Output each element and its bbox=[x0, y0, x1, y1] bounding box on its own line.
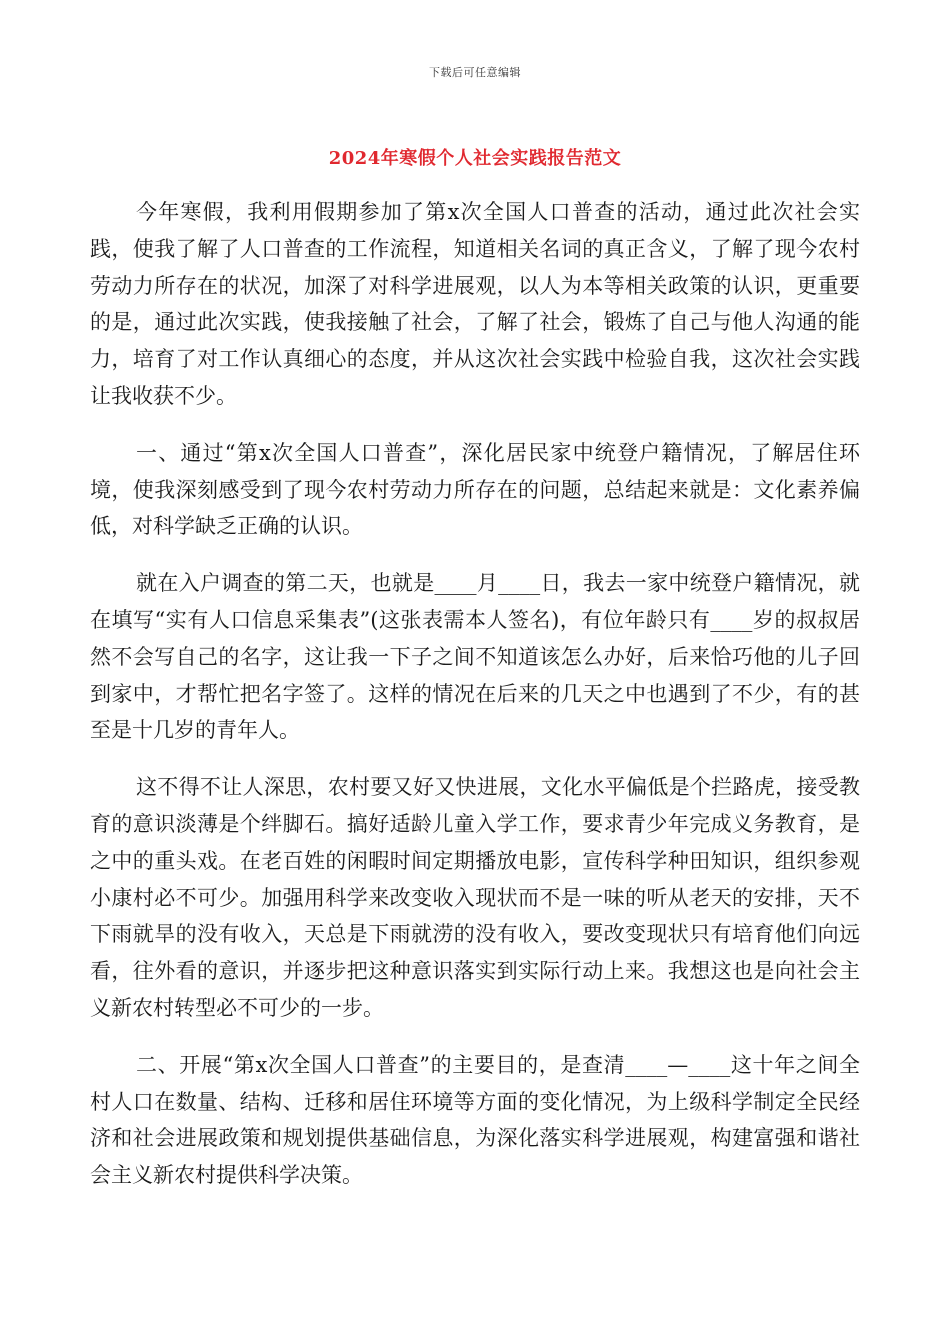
document-body bbox=[90, 194, 860, 1214]
document-title: 2024年寒假个人社会实践报告范文 bbox=[328, 148, 622, 169]
header-note: 下载后可任意编辑 bbox=[429, 66, 521, 79]
paragraph-reflection: 这不得不让人深思，农村要又好又快进展，文化水平偏低是个拦路虎，接受教育的意识淡薄是个绊脚石。搞好适龄儿童入学工作，要求青少年完成义务教育，是之中的重头戏。在老百姓的闲暇时间定期播放电影，宣传科学种田知识，组织参观小康村必不可少。加强用科学来改变收入现状而不是一味的听从老天的安排，天不下雨就旱的没有收入，天总是下雨就涝的没有收入，要改变现状只有培育他们向远看，往外看的意识，并逐步把这种意识落实到实际行动上来。我想这也是向社会主义新农村转型必不可少的一步。 bbox=[90, 775, 860, 1020]
paragraph-section-one: 一、通过“第x次全国人口普查”，深化居民家中统登户籍情况，了解居住环境，使我深刻感受到了现今农村劳动力所存在的问题，总结起来就是：文化素养偏低，对科学缺乏正确的认识。 bbox=[90, 440, 860, 539]
paragraph-section-two: 二、开展“第x次全国人口普查”的主要目的，是查清____—____这十年之间全村人口在数量、结构、迁移和居住环境等方面的变化情况，为上级科学制定全民经济和社会进展政策和规划提供基础信息，为深化落实科学进展观，构建富强和谐社会主义新农村提供科学决策。 bbox=[90, 1052, 860, 1188]
paragraph-survey-story: 就在入户调查的第二天，也就是____月____日，我去一家中统登户籍情况，就在填写“实有人口信息采集表”(这张表需本人签名)，有位年龄只有____岁的叔叔居然不会写自己的名字，这让我一下子之间不知道该怎么办好，后来恰巧他的儿子回到家中，才帮忙把名字签了。这样的情况在后来的几天之中也遇到了不少，有的甚至是十几岁的青年人。 bbox=[90, 571, 860, 743]
paragraph-intro: 今年寒假，我利用假期参加了第x次全国人口普查的活动，通过此次社会实践，使我了解了人口普查的工作流程，知道相关名词的真正含义，了解了现今农村劳动力所存在的状况，加深了对科学进展观，以人为本等相关政策的认识，更重要的是，通过此次实践，使我接触了社会，了解了社会，锻炼了自己与他人沟通的能力，培育了对工作认真细心的态度，并从这次社会实践中检验自我，这次社会实践让我收获不少。 bbox=[90, 200, 860, 408]
